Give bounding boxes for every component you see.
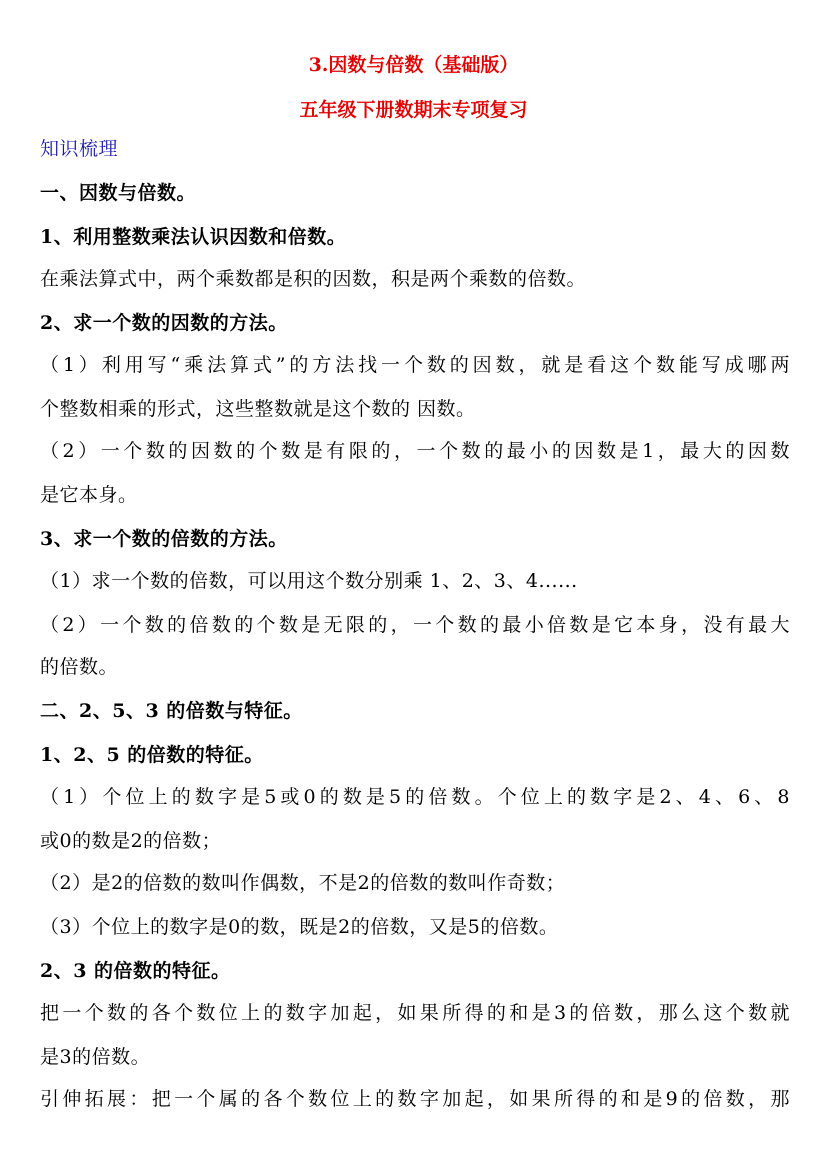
heading-find-multiples: 3、求一个数的倍数的方法。 [40,528,288,550]
document-title: 3.因数与倍数（基础版） [308,54,519,76]
section-label: 知识梳理 [40,138,119,160]
heading-factors-multiples: 一、因数与倍数。 [40,182,197,204]
heading-multiples-3: 2、3 的倍数的特征。 [40,960,231,982]
paragraph-line: （1）个位上的数字是5或0的数是5的倍数。个位上的数字是2、4、6、8 [40,786,790,808]
paragraph-line: （2）是2的倍数的数叫作偶数，不是2的倍数的数叫作奇数； [40,872,566,894]
paragraph-line: （3）个位上的数字是0的数，既是2的倍数，又是5的倍数。 [40,916,559,938]
paragraph-line: 把一个数的各个数位上的数字加起，如果所得的和是3的倍数，那么这个数就 [40,1002,790,1024]
heading-multiples-2-5: 1、2、5 的倍数的特征。 [40,744,264,766]
paragraph-line: （2）一个数的倍数的个数是无限的，一个数的最小倍数是它本身，没有最大 [40,614,790,636]
paragraph-line: （1）求一个数的倍数，可以用这个数分别乘 1、2、3、4...... [40,570,578,592]
heading-multiplication: 1、利用整数乘法认识因数和倍数。 [40,226,347,248]
paragraph-line: 是它本身。 [40,484,138,506]
paragraph-line: 或0的数是2的倍数； [40,830,222,852]
paragraph-line: 个整数相乘的形式，这些整数就是这个数的 因数。 [40,398,476,420]
paragraph-line: 在乘法算式中，两个乘数都是积的因数，积是两个乘数的倍数。 [40,268,587,290]
paragraph-line: 是3的倍数。 [40,1046,151,1068]
document-subtitle: 五年级下册数期末专项复习 [299,99,528,121]
heading-multiples-2-5-3: 二、2、5、3 的倍数与特征。 [40,700,303,722]
paragraph-line: （1）利用写“乘法算式”的方法找一个数的因数，就是看这个数能写成哪两 [40,354,790,376]
paragraph-line: （2）一个数的因数的个数是有限的，一个数的最小的因数是1，最大的因数 [40,440,790,462]
heading-find-factors: 2、求一个数的因数的方法。 [40,312,288,334]
paragraph-line: 引伸拓展：把一个属的各个数位上的数字加起，如果所得的和是9的倍数，那 [40,1088,790,1110]
paragraph-line: 的倍数。 [40,656,119,678]
